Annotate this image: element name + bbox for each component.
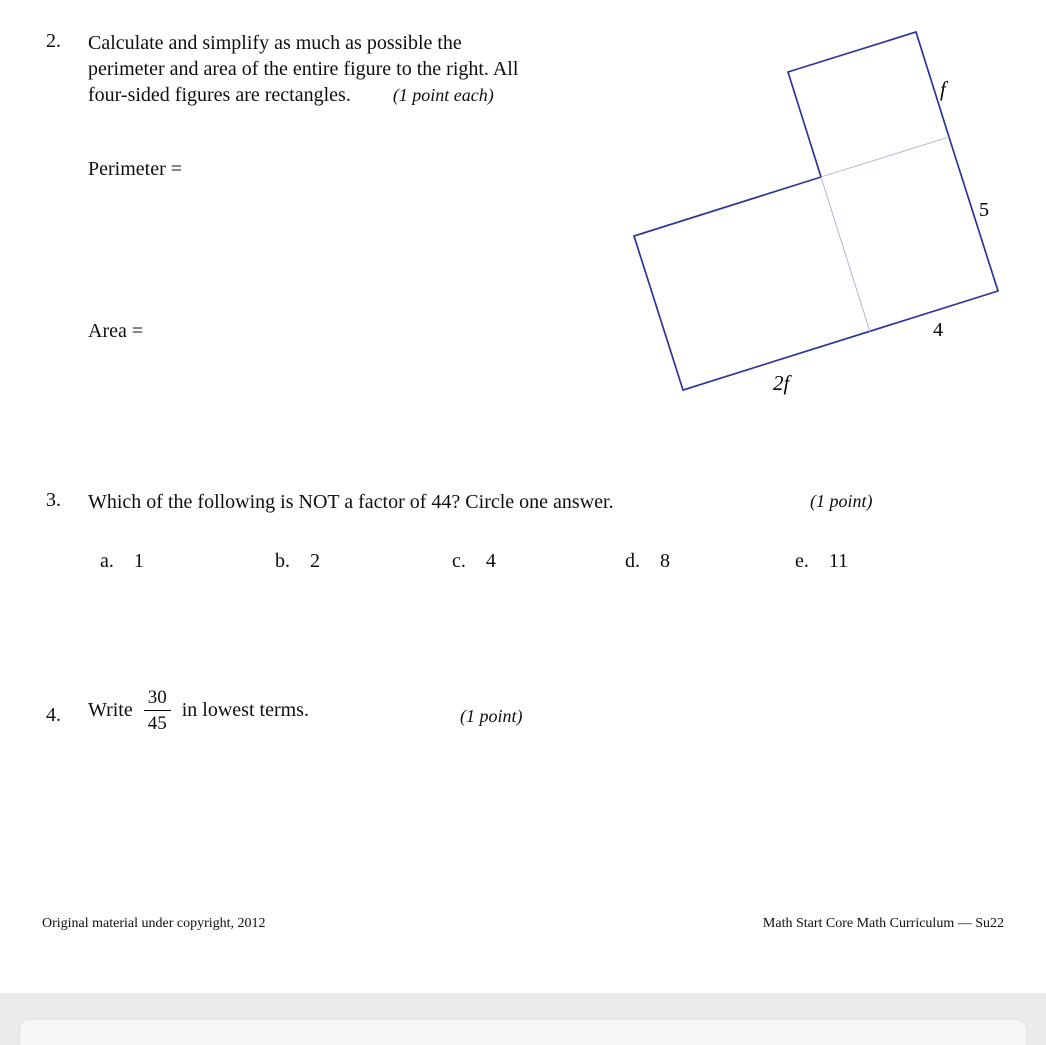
fraction-numerator: 30 — [144, 686, 171, 711]
q3-choice-e — [795, 550, 848, 573]
q3-choice-d — [625, 550, 670, 573]
fraction-denominator: 45 — [147, 713, 167, 734]
q4-prompt — [88, 686, 309, 735]
choice-letter: e. — [795, 550, 809, 572]
q2-line-3-text: four-sided figures are rectangles. — [88, 84, 351, 106]
next-page-edge — [20, 1020, 1026, 1045]
choice-value: 11 — [828, 550, 849, 572]
footer-curriculum: Math Start Core Math Curriculum — Su22 — [762, 916, 1004, 931]
q3-choice-b — [275, 550, 320, 573]
choice-value: 2 — [310, 550, 320, 572]
q2-number: 2. — [46, 30, 61, 52]
q3-number: 3. — [46, 489, 61, 511]
figure-label-2f: 2f — [773, 371, 790, 395]
figure-label-5: 5 — [979, 199, 989, 221]
choice-value: 1 — [133, 550, 144, 572]
q3-prompt: Which of the following is NOT a factor of 44? Circle one answer. — [88, 491, 614, 513]
figure-label-f: f — [940, 77, 946, 101]
figure-inner-line-horizontal — [821, 137, 949, 177]
q2-line-3 — [88, 82, 648, 108]
q3-points: (1 point) — [810, 491, 873, 511]
q2-prompt — [88, 30, 648, 108]
choice-letter: d. — [625, 550, 640, 572]
q2-points: (1 point each) — [392, 85, 494, 105]
q3-choice-c — [452, 550, 496, 573]
figure-inner-line-vertical — [821, 177, 870, 332]
q4-prefix: Write — [88, 699, 133, 721]
q2-line-2: perimeter and area of the entire figure to the right. All — [88, 58, 519, 80]
rectangles-figure — [600, 20, 1020, 405]
q4-suffix: in lowest terms. — [181, 699, 309, 721]
choice-letter: c. — [452, 550, 466, 572]
figure-label-4: 4 — [933, 319, 943, 341]
perimeter-label: Perimeter = — [88, 158, 183, 180]
q4-fraction — [144, 686, 171, 735]
choice-value: 8 — [660, 550, 670, 572]
q4-number: 4. — [46, 704, 61, 726]
area-label: Area = — [88, 320, 144, 342]
q3-choice-a — [100, 550, 144, 573]
q4-points: (1 point) — [460, 706, 523, 726]
footer-copyright: Original material under copyright, 2012 — [42, 916, 266, 931]
choice-letter: b. — [275, 550, 290, 572]
choice-letter: a. — [100, 550, 114, 572]
choice-value: 4 — [485, 550, 496, 572]
q2-line-1: Calculate and simplify as much as possible the — [88, 32, 462, 54]
